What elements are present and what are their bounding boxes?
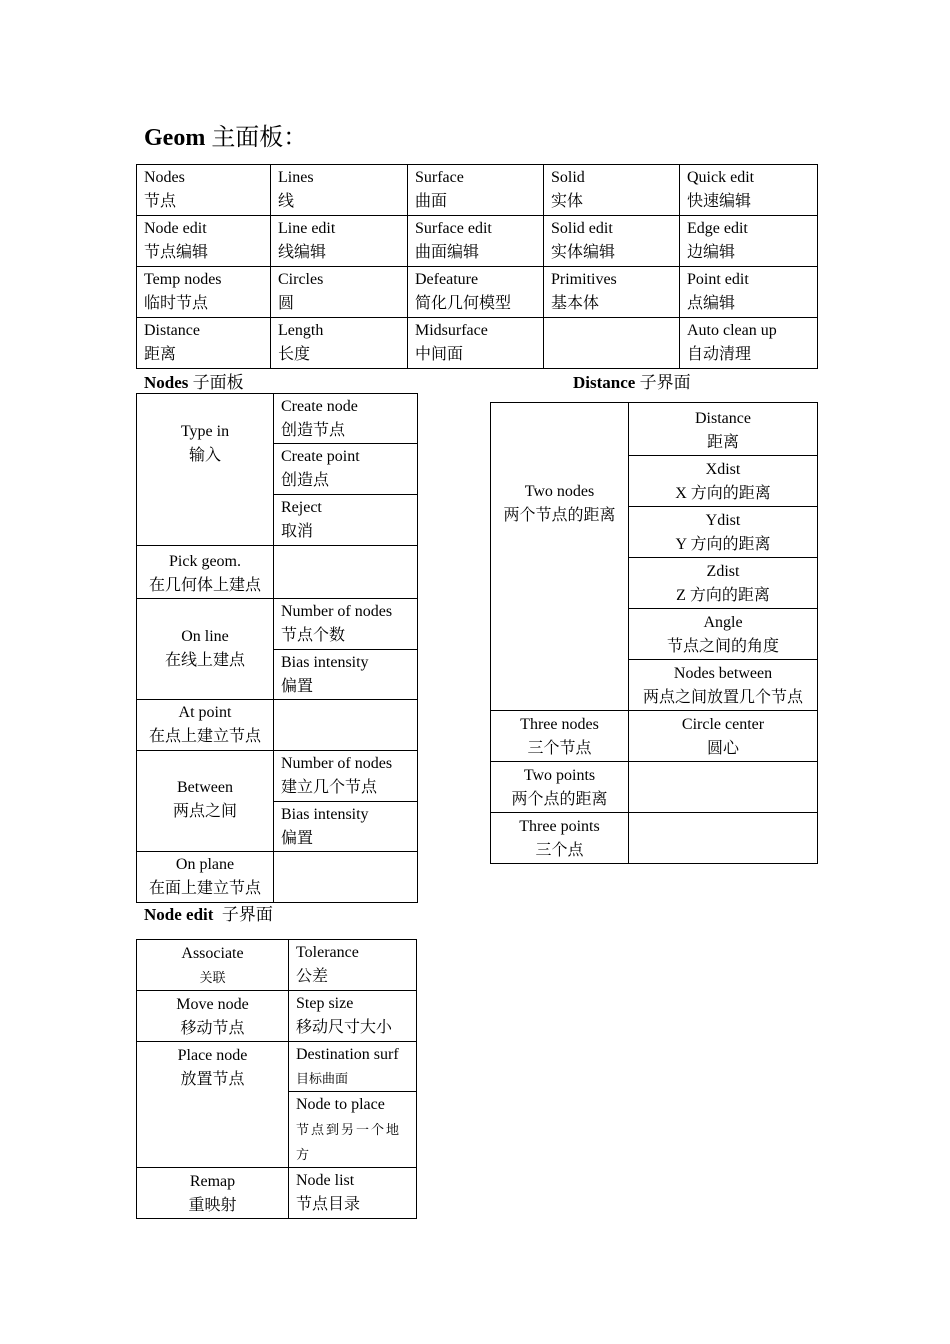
between-cell[interactable]: Between 两点之间 [137, 751, 274, 852]
create-node-cell[interactable]: Create node 创造节点 [274, 394, 418, 444]
node-list-cell[interactable]: Node list 节点目录 [289, 1168, 417, 1219]
main-table-row [137, 318, 818, 369]
step-size-cell[interactable]: Step size 移动尺寸大小 [289, 991, 417, 1042]
on-line-cell[interactable]: On line 在线上建点 [137, 599, 274, 700]
associate-cell[interactable]: Associate 关联 [137, 940, 289, 991]
main-table-cell[interactable]: Surface edit 曲面编辑 [408, 216, 544, 267]
main-table-cell[interactable]: Solid 实体 [544, 165, 680, 216]
nodes-subpanel-table [136, 393, 418, 903]
distance-subpanel-heading: Distance 子界面 [573, 373, 691, 392]
node-edit-subpanel-heading: Node edit 子界面 [144, 905, 273, 924]
tolerance-cell[interactable]: Tolerance 公差 [289, 940, 417, 991]
main-panel-table [136, 164, 818, 369]
angle-cell[interactable]: Angle 节点之间的角度 [629, 609, 818, 660]
main-table-cell[interactable]: Nodes 节点 [137, 165, 271, 216]
main-table-cell[interactable]: Edge edit 边编辑 [680, 216, 818, 267]
main-table-cell[interactable]: Distance 距离 [137, 318, 271, 369]
node-to-place-cell[interactable]: Node to place 节点到另一个地方 [289, 1092, 417, 1168]
on-plane-cell[interactable]: On plane 在面上建立节点 [137, 852, 274, 903]
circle-center-cell[interactable]: Circle center 圆心 [629, 711, 818, 762]
main-table-cell[interactable]: Solid edit 实体编辑 [544, 216, 680, 267]
zdist-cell[interactable]: Zdist Z 方向的距离 [629, 558, 818, 609]
on-line-number-cell[interactable]: Number of nodes 节点个数 [274, 599, 418, 650]
main-table-row [137, 216, 818, 267]
create-point-cell[interactable]: Create point 创造点 [274, 444, 418, 495]
distance-subpanel-table [490, 402, 818, 864]
three-nodes-cell[interactable]: Three nodes 三个节点 [491, 711, 629, 762]
main-table-cell[interactable]: Length 长度 [271, 318, 408, 369]
main-table-cell[interactable]: Node edit 节点编辑 [137, 216, 271, 267]
main-table-cell[interactable]: Surface 曲面 [408, 165, 544, 216]
main-table-cell[interactable]: Line edit 线编辑 [271, 216, 408, 267]
two-nodes-cell[interactable]: Two nodes 两个节点的距离 [491, 403, 629, 711]
pick-geom-cell[interactable]: Pick geom. 在几何体上建点 [137, 546, 274, 599]
destination-surf-cell[interactable]: Destination surf 目标曲面 [289, 1042, 417, 1092]
nodes-between-cell[interactable]: Nodes between 两点之间放置几个节点 [629, 660, 818, 711]
main-table-cell[interactable]: Lines 线 [271, 165, 408, 216]
main-table-cell[interactable]: Defeature 简化几何模型 [408, 267, 544, 318]
move-node-cell[interactable]: Move node 移动节点 [137, 991, 289, 1042]
place-node-cell[interactable]: Place node 放置节点 [137, 1042, 289, 1168]
reject-cell[interactable]: Reject 取消 [274, 495, 418, 546]
on-line-bias-cell[interactable]: Bias intensity 偏置 [274, 650, 418, 700]
main-table-cell[interactable]: Temp nodes 临时节点 [137, 267, 271, 318]
between-bias-cell[interactable]: Bias intensity 偏置 [274, 802, 418, 852]
node-edit-subpanel-table [136, 939, 417, 1219]
main-table-cell[interactable]: Circles 圆 [271, 267, 408, 318]
two-points-cell[interactable]: Two points 两个点的距离 [491, 762, 629, 813]
main-table-cell [544, 318, 680, 369]
main-table-cell[interactable]: Auto clean up 自动清理 [680, 318, 818, 369]
three-points-cell[interactable]: Three points 三个点 [491, 813, 629, 864]
main-table-row [137, 267, 818, 318]
main-table-cell[interactable]: Point edit 点编辑 [680, 267, 818, 318]
main-table-cell[interactable]: Midsurface 中间面 [408, 318, 544, 369]
page-title: Geom 主面板： [144, 125, 308, 151]
type-in-cell[interactable]: Type in 输入 [137, 394, 274, 546]
nodes-subpanel-heading: Nodes 子面板 [144, 373, 244, 392]
at-point-cell[interactable]: At point 在点上建立节点 [137, 700, 274, 751]
main-table-cell[interactable]: Quick edit 快速编辑 [680, 165, 818, 216]
distance-cell[interactable]: Distance 距离 [629, 403, 818, 456]
remap-cell[interactable]: Remap 重映射 [137, 1168, 289, 1219]
main-table-row [137, 165, 818, 216]
ydist-cell[interactable]: Ydist Y 方向的距离 [629, 507, 818, 558]
xdist-cell[interactable]: Xdist X 方向的距离 [629, 456, 818, 507]
between-number-cell[interactable]: Number of nodes 建立几个节点 [274, 751, 418, 802]
main-table-cell[interactable]: Primitives 基本体 [544, 267, 680, 318]
